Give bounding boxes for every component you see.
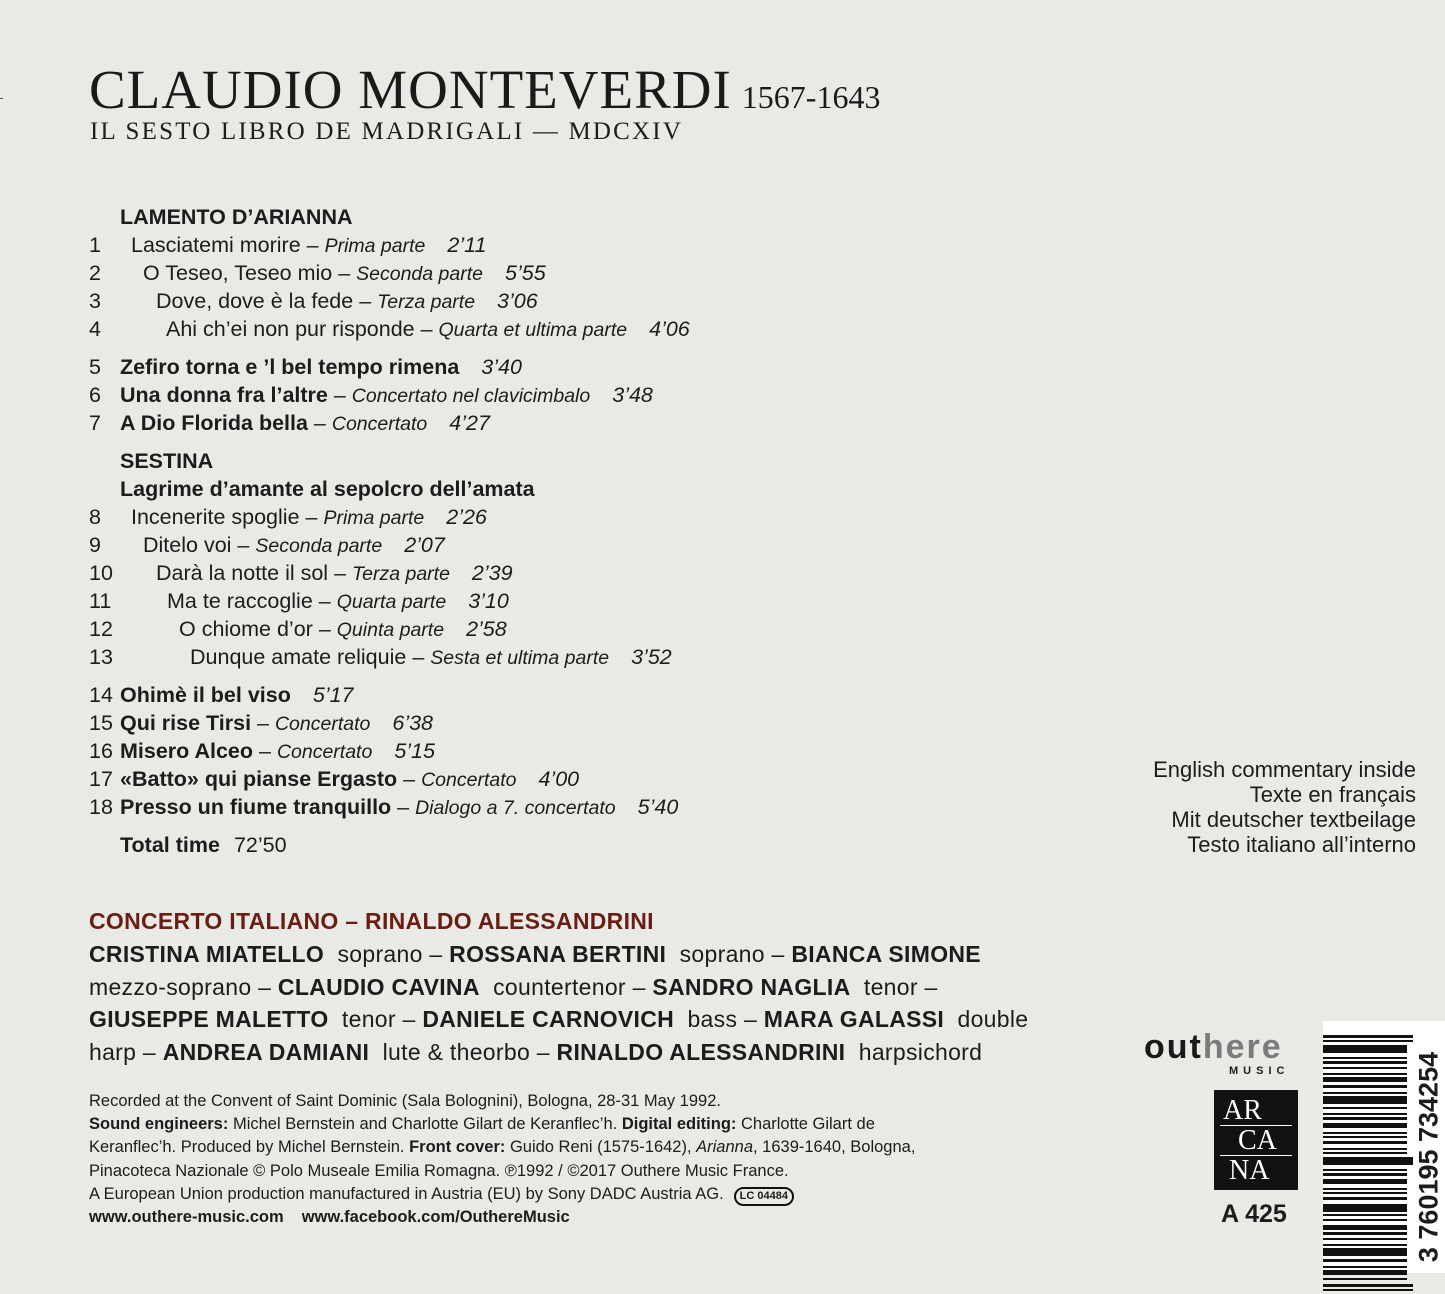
track-row: [89, 681, 849, 709]
track-duration: 3’06: [497, 289, 538, 313]
credit-text: Guido Reni (1575-1642),: [505, 1138, 697, 1157]
track-title: Qui rise Tirsi: [120, 711, 252, 735]
credit-label: Sound engineers:: [89, 1115, 229, 1134]
barcode-digits: 3 760195 734254: [1413, 1051, 1444, 1263]
track-subtitle: Prima parte: [324, 235, 426, 257]
track-number: 6: [89, 383, 101, 407]
track-duration: 2’11: [447, 233, 487, 257]
total-value: 72’50: [233, 833, 287, 857]
dash: –: [353, 289, 378, 313]
performer-name: GIUSEPPE MALETTO: [89, 1006, 329, 1032]
track-title: Zefiro torna e ’l bel tempo rimena: [120, 355, 460, 379]
barcode-bar: [1323, 1284, 1413, 1287]
barcode-bar: [1323, 1192, 1407, 1194]
track-subtitle: Concertato nel clavicimbalo: [351, 385, 591, 407]
dash: –: [312, 617, 337, 641]
performer-name: BIANCA SIMONE: [791, 941, 981, 967]
language-notes: [1153, 757, 1416, 857]
performer-role: soprano: [337, 941, 423, 967]
barcode-bar: [1323, 1244, 1407, 1246]
barcode-bar: [1323, 1073, 1407, 1075]
performer: – CLAUDIO CAVINA countertenor: [251, 973, 626, 1000]
track-duration: 4’00: [538, 767, 580, 791]
barcode-bar: [1323, 1107, 1407, 1109]
track-row: [89, 315, 849, 343]
arcana-logo: [1218, 1094, 1294, 1186]
track-number: 16: [89, 739, 113, 763]
barcode-bar: [1323, 1278, 1407, 1280]
work-title: IL SESTO LIBRO DE MADRIGALI — MDCXIV: [90, 118, 684, 145]
dash: –: [251, 711, 275, 735]
track-title: Ditelo voi: [143, 533, 232, 557]
performer-name: DANIELE CARNOVICH: [422, 1006, 675, 1032]
track-subtitle: Seconda parte: [255, 535, 383, 557]
track-title: Dunque amate reliquie: [190, 645, 407, 669]
performer: – ROSSANA BERTINI soprano: [422, 941, 765, 967]
track-subtitle: Sesta et ultima parte: [430, 647, 610, 669]
barcode-bar: [1323, 1219, 1407, 1221]
track-duration: 2’07: [404, 533, 445, 557]
dash: –: [397, 767, 422, 791]
performer-name: RINALDO ALESSANDRINI: [556, 1038, 846, 1065]
barcode-bar: [1323, 1179, 1407, 1184]
dash: –: [332, 261, 357, 285]
track-subtitle: Concertato: [421, 769, 517, 791]
barcode-bar: [1323, 1188, 1407, 1190]
performer-role: harpsichord: [858, 1038, 983, 1065]
track-number: 11: [89, 589, 112, 613]
barcode-bar: [1323, 1132, 1407, 1134]
dash: –: [300, 233, 325, 257]
dash: –: [299, 505, 324, 529]
track-row: [89, 381, 849, 409]
language-note: Texte en français: [1249, 782, 1416, 807]
barcode-bar: [1323, 1169, 1407, 1171]
track-title: «Batto» qui pianse Ergasto: [120, 767, 398, 791]
track-row: [89, 231, 849, 259]
barcode-bar: [1323, 1248, 1407, 1256]
dash: –: [328, 561, 352, 585]
logo-text: here: [1202, 1028, 1283, 1066]
barcode-bar: [1323, 1113, 1407, 1115]
track-title: Misero Alceo: [120, 739, 254, 763]
barcode-bar: [1323, 1197, 1407, 1200]
track-title: O Teseo, Teseo mio: [143, 261, 333, 285]
composer-dates: 1567-1643: [741, 79, 881, 115]
performer-name: MARA GALASSI: [763, 1006, 945, 1032]
track-subtitle: Terza parte: [377, 291, 476, 313]
performer: [89, 941, 423, 967]
outhere-logo: [1144, 1028, 1283, 1067]
cover-title: Arianna: [696, 1138, 754, 1157]
track-title: Dove, dove è la fede: [156, 289, 354, 313]
section-heading: Lagrime d’amante al sepolcro dell’amata: [120, 477, 535, 501]
credit-label: Digital editing:: [621, 1115, 737, 1134]
track-number: 13: [89, 645, 113, 669]
track-title: Ahi ch’ei non pur risponde: [166, 317, 415, 341]
ensemble-name: CONCERTO ITALIANO – RINALDO ALESSANDRINI: [89, 908, 654, 934]
track-row: [89, 643, 849, 671]
barcode-bar: [1323, 1289, 1413, 1291]
barcode-bar: [1323, 1225, 1407, 1230]
barcode-bar: [1323, 1266, 1407, 1268]
catalog-number: A 425: [1221, 1200, 1287, 1228]
barcode-bar: [1323, 1096, 1407, 1104]
track-subtitle: Prima parte: [323, 507, 425, 529]
barcode: [1323, 1021, 1445, 1273]
track-row: [89, 503, 849, 531]
track-subtitle: Concertato: [331, 413, 428, 435]
track-number: 4: [89, 317, 101, 341]
performer-name: SANDRO NAGLIA: [652, 973, 851, 1000]
track-row: [89, 587, 849, 615]
track-row: [89, 287, 849, 315]
barcode-bar: [1323, 1092, 1407, 1094]
track-duration: 4’27: [449, 411, 490, 435]
track-title: Ma te raccoglie: [167, 589, 313, 613]
performer: – MARA GALASSI double harp: [89, 1006, 1029, 1065]
track-duration: 5’15: [394, 739, 435, 763]
barcode-bar: [1323, 1045, 1407, 1053]
track-duration: 4’06: [649, 317, 690, 341]
track-duration: 3’10: [468, 589, 509, 613]
barcode-bar: [1323, 1259, 1407, 1262]
facebook-link[interactable]: www.facebook.com/OuthereMusic: [301, 1208, 570, 1227]
track-duration: 3’40: [481, 355, 522, 379]
track-title: A Dio Florida bella: [120, 411, 308, 435]
performer-name: CRISTINA MIATELLO: [89, 941, 325, 967]
track-subtitle: Concertato: [276, 741, 373, 763]
barcode-bar: [1323, 1157, 1413, 1165]
barcode-bar: [1323, 1035, 1413, 1038]
track-row: [89, 259, 849, 287]
manufacture-info: [89, 1183, 949, 1206]
web-links: [89, 1206, 949, 1229]
barcode-bar: [1323, 1238, 1407, 1240]
track-row: [89, 531, 849, 559]
dash: –: [414, 317, 439, 341]
outhere-music-text: MUSIC: [1229, 1065, 1290, 1077]
logo-text: CA: [1220, 1126, 1292, 1156]
track-title: Presso un fiume tranquillo: [120, 795, 392, 819]
section-heading: LAMENTO D’ARIANNA: [120, 205, 353, 229]
track-number: 17: [89, 767, 113, 791]
credit-text: , 1639-1640, Bologna, Pinacoteca Nazionale © Polo Museale Emilia Romagna. ℗1992 / ©2017 Outhere Music France.: [89, 1138, 916, 1180]
performer: – SANDRO NAGLIA tenor: [625, 973, 918, 1000]
dash: –: [391, 795, 416, 819]
language-note: Testo italiano all’interno: [1187, 832, 1416, 857]
dash: –: [327, 383, 352, 407]
track-number: 14: [89, 683, 113, 707]
barcode-bar: [1323, 1085, 1407, 1088]
track-duration: 3’52: [631, 645, 672, 669]
dash: –: [253, 739, 277, 763]
track-duration: 2’58: [466, 617, 507, 641]
barcode-bar: [1323, 1232, 1407, 1235]
track-row: [89, 559, 849, 587]
credit-text: Michel Bernstein and Charlotte Gilart de Keranflec’h.: [228, 1115, 622, 1134]
website-link[interactable]: www.outhere-music.com: [89, 1208, 284, 1227]
dash: –: [307, 411, 332, 435]
barcode-bar: [1323, 1061, 1407, 1064]
barcode-bar: [1323, 1204, 1407, 1212]
recording-info: Recorded at the Convent of Saint Dominic (Sala Bolognini), Bologna, 28-31 May 1992.: [89, 1092, 721, 1110]
logo-text: out: [1144, 1028, 1203, 1066]
credit-label: Front cover:: [409, 1138, 506, 1157]
performer-role: tenor: [341, 1006, 396, 1032]
track-subtitle: Dialogo a 7. concertato: [415, 797, 616, 819]
track-subtitle: Concertato: [274, 713, 371, 735]
track-number: 15: [89, 711, 113, 735]
performer-role: tenor: [863, 973, 918, 1000]
performer-role: soprano: [679, 941, 765, 967]
track-number: 2: [89, 261, 101, 285]
barcode-bar: [1323, 1040, 1413, 1042]
section-heading: SESTINA: [120, 449, 214, 473]
track-title: Ohimè il bel viso: [120, 683, 291, 707]
language-note: English commentary inside: [1153, 757, 1416, 782]
track-subtitle: Quarta et ultima parte: [438, 319, 628, 341]
total-time: [89, 831, 849, 859]
barcode-bar: [1323, 1136, 1407, 1138]
track-row: [89, 409, 849, 437]
performer-role: lute & theorbo: [382, 1038, 531, 1065]
track-title: Incenerite spoglie: [131, 505, 300, 529]
track-number: 10: [89, 561, 113, 585]
track-number: 7: [89, 411, 101, 435]
language-note: Mit deutscher textbeilage: [1171, 807, 1416, 832]
track-row: [89, 765, 849, 793]
total-label: Total time: [120, 833, 220, 857]
performer-name: ROSSANA BERTINI: [449, 941, 667, 967]
barcode-bars: [1323, 1035, 1413, 1294]
performer: – ANDREA DAMIANI lute & theorbo: [136, 1038, 531, 1065]
credits: [89, 1090, 949, 1229]
dash: –: [406, 645, 431, 669]
track-subtitle: Quinta parte: [336, 619, 445, 641]
dash: –: [312, 589, 337, 613]
barcode-bar: [1323, 1152, 1407, 1154]
track-title: Una donna fra l’altre: [120, 383, 328, 407]
composer-title: [89, 58, 880, 121]
performer: – DANIELE CARNOVICH bass: [395, 1006, 738, 1032]
lc-badge: LC 04484: [734, 1187, 794, 1206]
credit-text: Charlotte Gilart de Keranflec’h. Produced by Michel Bernstein.: [89, 1115, 875, 1157]
track-duration: 6’38: [392, 711, 434, 735]
performer-role: countertenor: [493, 973, 626, 1000]
track-number: 8: [89, 505, 101, 529]
track-number: 18: [89, 795, 113, 819]
track-row: [89, 737, 849, 765]
track-title: Darà la notte il sol: [156, 561, 329, 585]
barcode-bar: [1323, 1057, 1407, 1059]
track-number: 3: [89, 289, 101, 313]
barcode-bar: [1323, 1214, 1407, 1216]
track-number: 9: [89, 533, 101, 557]
track-row: [89, 615, 849, 643]
track-subtitle: Quarta parte: [336, 591, 447, 613]
tracklist: [89, 203, 849, 859]
barcode-bar: [1323, 1067, 1407, 1069]
track-subtitle: Seconda parte: [356, 263, 483, 285]
track-title: Lasciatemi morire: [131, 233, 301, 257]
track-duration: 3’48: [612, 383, 653, 407]
crop-mark: [0, 98, 3, 99]
barcode-number: [1413, 1041, 1445, 1273]
performer: – GIUSEPPE MALETTO tenor: [89, 973, 938, 1032]
performers-list: [89, 938, 1059, 1068]
barcode-bar: [1323, 1077, 1407, 1082]
production-credits: [89, 1113, 949, 1183]
dash: –: [231, 533, 256, 557]
barcode-bar: [1323, 1173, 1407, 1176]
logo-text: NA: [1229, 1156, 1270, 1185]
track-number: 5: [89, 355, 101, 379]
logo-text: AR: [1220, 1096, 1292, 1126]
performer-name: CLAUDIO CAVINA: [277, 973, 480, 1000]
performer-role: mezzo-soprano: [89, 973, 252, 1000]
track-subtitle: Terza parte: [352, 563, 450, 585]
track-row: [89, 353, 849, 381]
performer-role: bass: [687, 1006, 738, 1032]
barcode-bar: [1323, 1148, 1407, 1150]
performer: – RINALDO ALESSANDRINI harpsichord: [530, 1038, 983, 1065]
track-title: O chiome d’or: [179, 617, 313, 641]
barcode-bar: [1323, 1117, 1407, 1120]
track-row: [89, 793, 849, 821]
track-number: 1: [89, 233, 101, 257]
track-duration: 2’26: [446, 505, 487, 529]
barcode-bar: [1323, 1123, 1407, 1128]
performer: – BIANCA SIMONE mezzo-soprano: [89, 941, 981, 1000]
track-duration: 5’40: [637, 795, 679, 819]
eu-text: A European Union production manufactured in Austria (EU) by Sony DADC Austria AG.: [89, 1184, 724, 1203]
track-duration: 5’17: [312, 683, 354, 707]
track-duration: 5’55: [505, 261, 546, 285]
track-number: 12: [89, 617, 113, 641]
track-duration: 2’39: [471, 561, 513, 585]
track-row: [89, 709, 849, 737]
barcode-bar: [1323, 1141, 1407, 1144]
performer-role: double harp: [89, 1006, 1029, 1065]
composer-name: CLAUDIO MONTEVERDI: [89, 59, 732, 120]
performer-name: ANDREA DAMIANI: [162, 1038, 370, 1065]
